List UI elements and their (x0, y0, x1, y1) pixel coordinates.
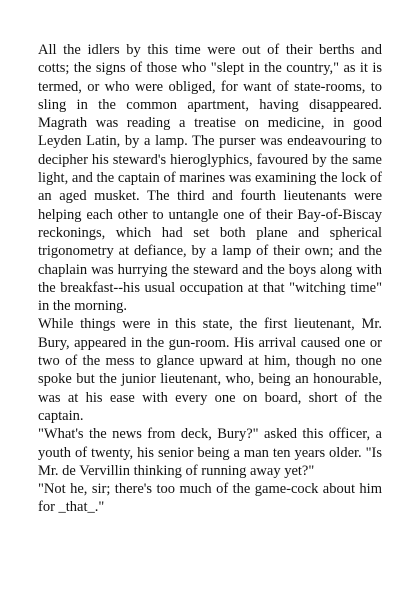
paragraph-idlers: All the idlers by this time were out of their berths and cotts; the signs of those who "slept in the country," as it is termed, or who were obliged, for want of state-rooms, to sling in the common apartment, having disappeared. Magrath was reading a treatise on medicine, in good Leyden Latin, by a lamp. The purser was endeavouring to decipher his steward's hieroglyphics, favoured by the same light, and the captain of marines was examining the lock of an aged musket. The third and fourth lieutenants were helping each other to untangle one of their Bay-of-Biscay reckonings, which had set both plane and spherical trigonometry at defiance, by a lamp of their own; and the chaplain was hurrying the steward and the boys along with the breakfast--his usual occupation at that "witching time" in the morning. (38, 42, 382, 315)
body-text (38, 41, 382, 517)
paragraph-news-question: "What's the news from deck, Bury?" asked this officer, a youth of twenty, his senior being a man ten years older. "Is Mr. de Vervillin thinking of running away yet?" (38, 426, 382, 479)
paragraph-reply: "Not he, sir; there's too much of the game-cock about him for _that_." (38, 481, 382, 516)
paragraph-first-lieutenant: While things were in this state, the first lieutenant, Mr. Bury, appeared in the gun-room. His arrival caused one or two of the mess to glance upward at him, though no one spoke but the junior lieutenant, who, being an honourable, was at his ease with every one on board, short of the captain. (38, 316, 382, 424)
